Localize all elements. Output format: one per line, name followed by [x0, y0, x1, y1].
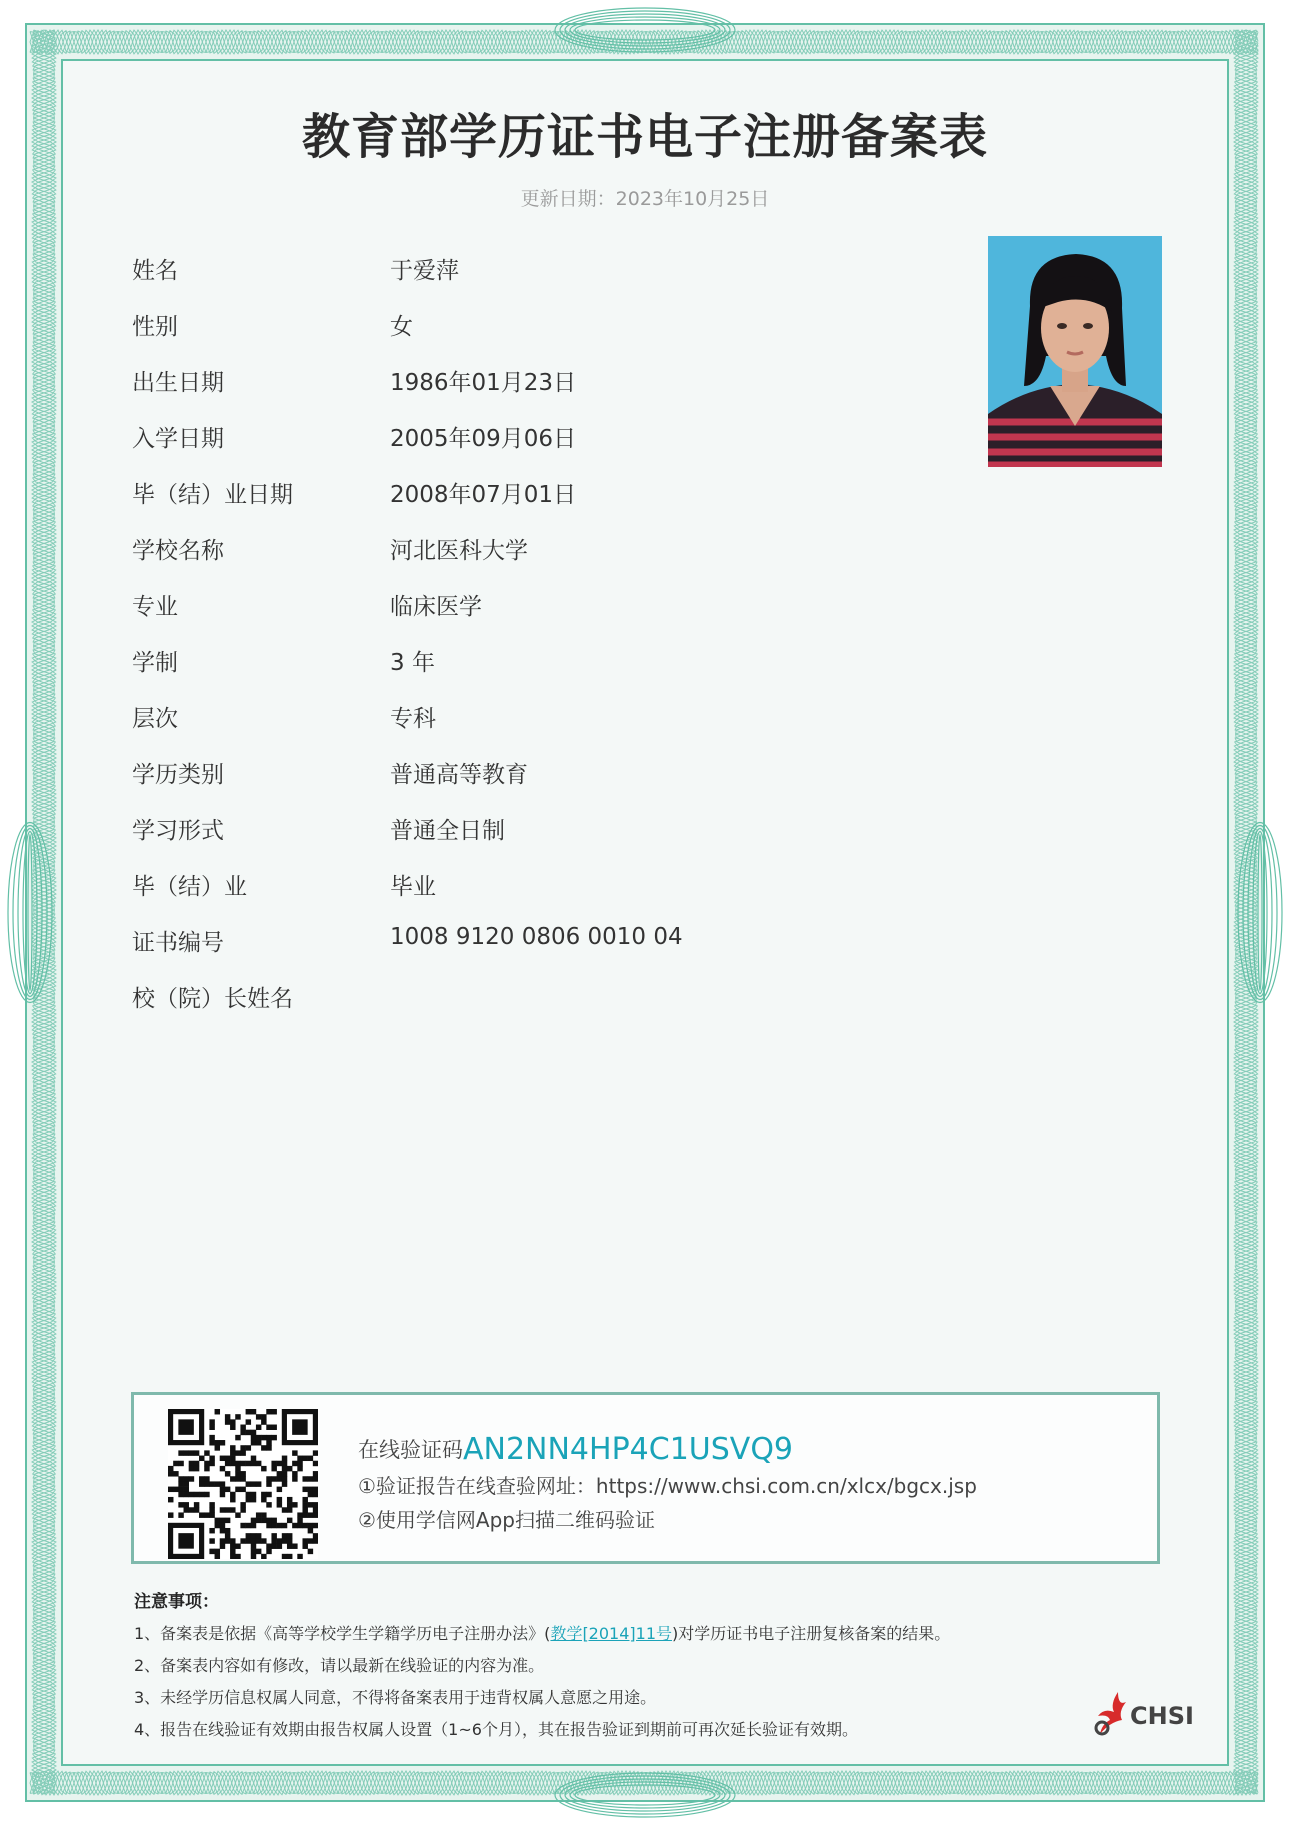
verification-code[interactable]: AN2NN4HP4C1USVQ9 — [463, 1432, 794, 1467]
update-label: 更新日期： — [520, 188, 616, 210]
id-photo — [988, 236, 1162, 467]
note-text: 1、备案表是依据《高等学校学生学籍学历电子注册办法》( — [134, 1624, 551, 1643]
field-label: 学制 — [132, 650, 178, 676]
notes-section — [134, 1586, 1134, 1746]
field-value: 3 年 — [390, 650, 435, 676]
field-label: 姓名 — [132, 258, 178, 284]
chsi-flame-icon — [1088, 1690, 1132, 1738]
note-item: 4、报告在线验证有效期由报告权属人设置（1~6个月），其在报告验证到期前可再次延长验证有效期。 — [134, 1720, 858, 1739]
field-value: 1008 9120 0806 0010 04 — [390, 924, 683, 950]
field-label: 校（院）长姓名 — [132, 986, 293, 1012]
update-date-line — [0, 184, 1290, 211]
update-date: 2023年10月25日 — [615, 188, 770, 210]
field-label: 专业 — [132, 594, 178, 620]
regulation-link[interactable]: 教学[2014]11号 — [550, 1624, 673, 1643]
field-label: 入学日期 — [132, 426, 224, 452]
verification-code-line — [358, 1431, 977, 1469]
note-item — [134, 1618, 1134, 1650]
field-label: 毕（结）业日期 — [132, 482, 293, 508]
note-item: 2、备案表内容如有修改，请以最新在线验证的内容为准。 — [134, 1656, 545, 1675]
field-label: 出生日期 — [132, 370, 224, 396]
field-value: 于爱萍 — [390, 258, 459, 284]
document-title: 教育部学历证书电子注册备案表 — [301, 109, 988, 165]
qr-code[interactable] — [168, 1409, 318, 1559]
field-value: 临床医学 — [390, 594, 482, 620]
verification-url-line[interactable]: ①验证报告在线查验网址：https://www.chsi.com.cn/xlcx/bgcx.jsp — [358, 1474, 977, 1498]
field-label: 学校名称 — [132, 538, 224, 564]
field-value: 女 — [390, 314, 413, 340]
field-value: 2005年09月06日 — [390, 426, 577, 452]
notes-heading: 注意事项： — [134, 1592, 219, 1612]
chsi-logo-text: CHSI — [1130, 1702, 1194, 1730]
field-value: 毕业 — [390, 874, 436, 900]
note-text: )对学历证书电子注册复核备案的结果。 — [672, 1624, 951, 1643]
chsi-logo — [1088, 1690, 1198, 1738]
verification-app-line: ②使用学信网App扫描二维码验证 — [358, 1508, 656, 1532]
verification-box — [131, 1392, 1160, 1564]
field-value: 1986年01月23日 — [390, 370, 577, 396]
note-item: 3、未经学历信息权属人同意，不得将备案表用于违背权属人意愿之用途。 — [134, 1688, 657, 1707]
field-value: 2008年07月01日 — [390, 482, 577, 508]
verification-info — [358, 1431, 977, 1537]
field-label: 证书编号 — [132, 930, 224, 956]
field-label: 性别 — [132, 314, 178, 340]
verification-code-label: 在线验证码 — [358, 1438, 463, 1462]
field-value: 河北医科大学 — [390, 538, 528, 564]
field-value: 专科 — [390, 706, 436, 732]
field-label: 学历类别 — [132, 762, 224, 788]
field-label: 毕（结）业 — [132, 874, 247, 900]
field-value: 普通全日制 — [390, 818, 505, 844]
field-value: 普通高等教育 — [390, 762, 528, 788]
field-label: 层次 — [132, 706, 178, 732]
field-label: 学习形式 — [132, 818, 224, 844]
